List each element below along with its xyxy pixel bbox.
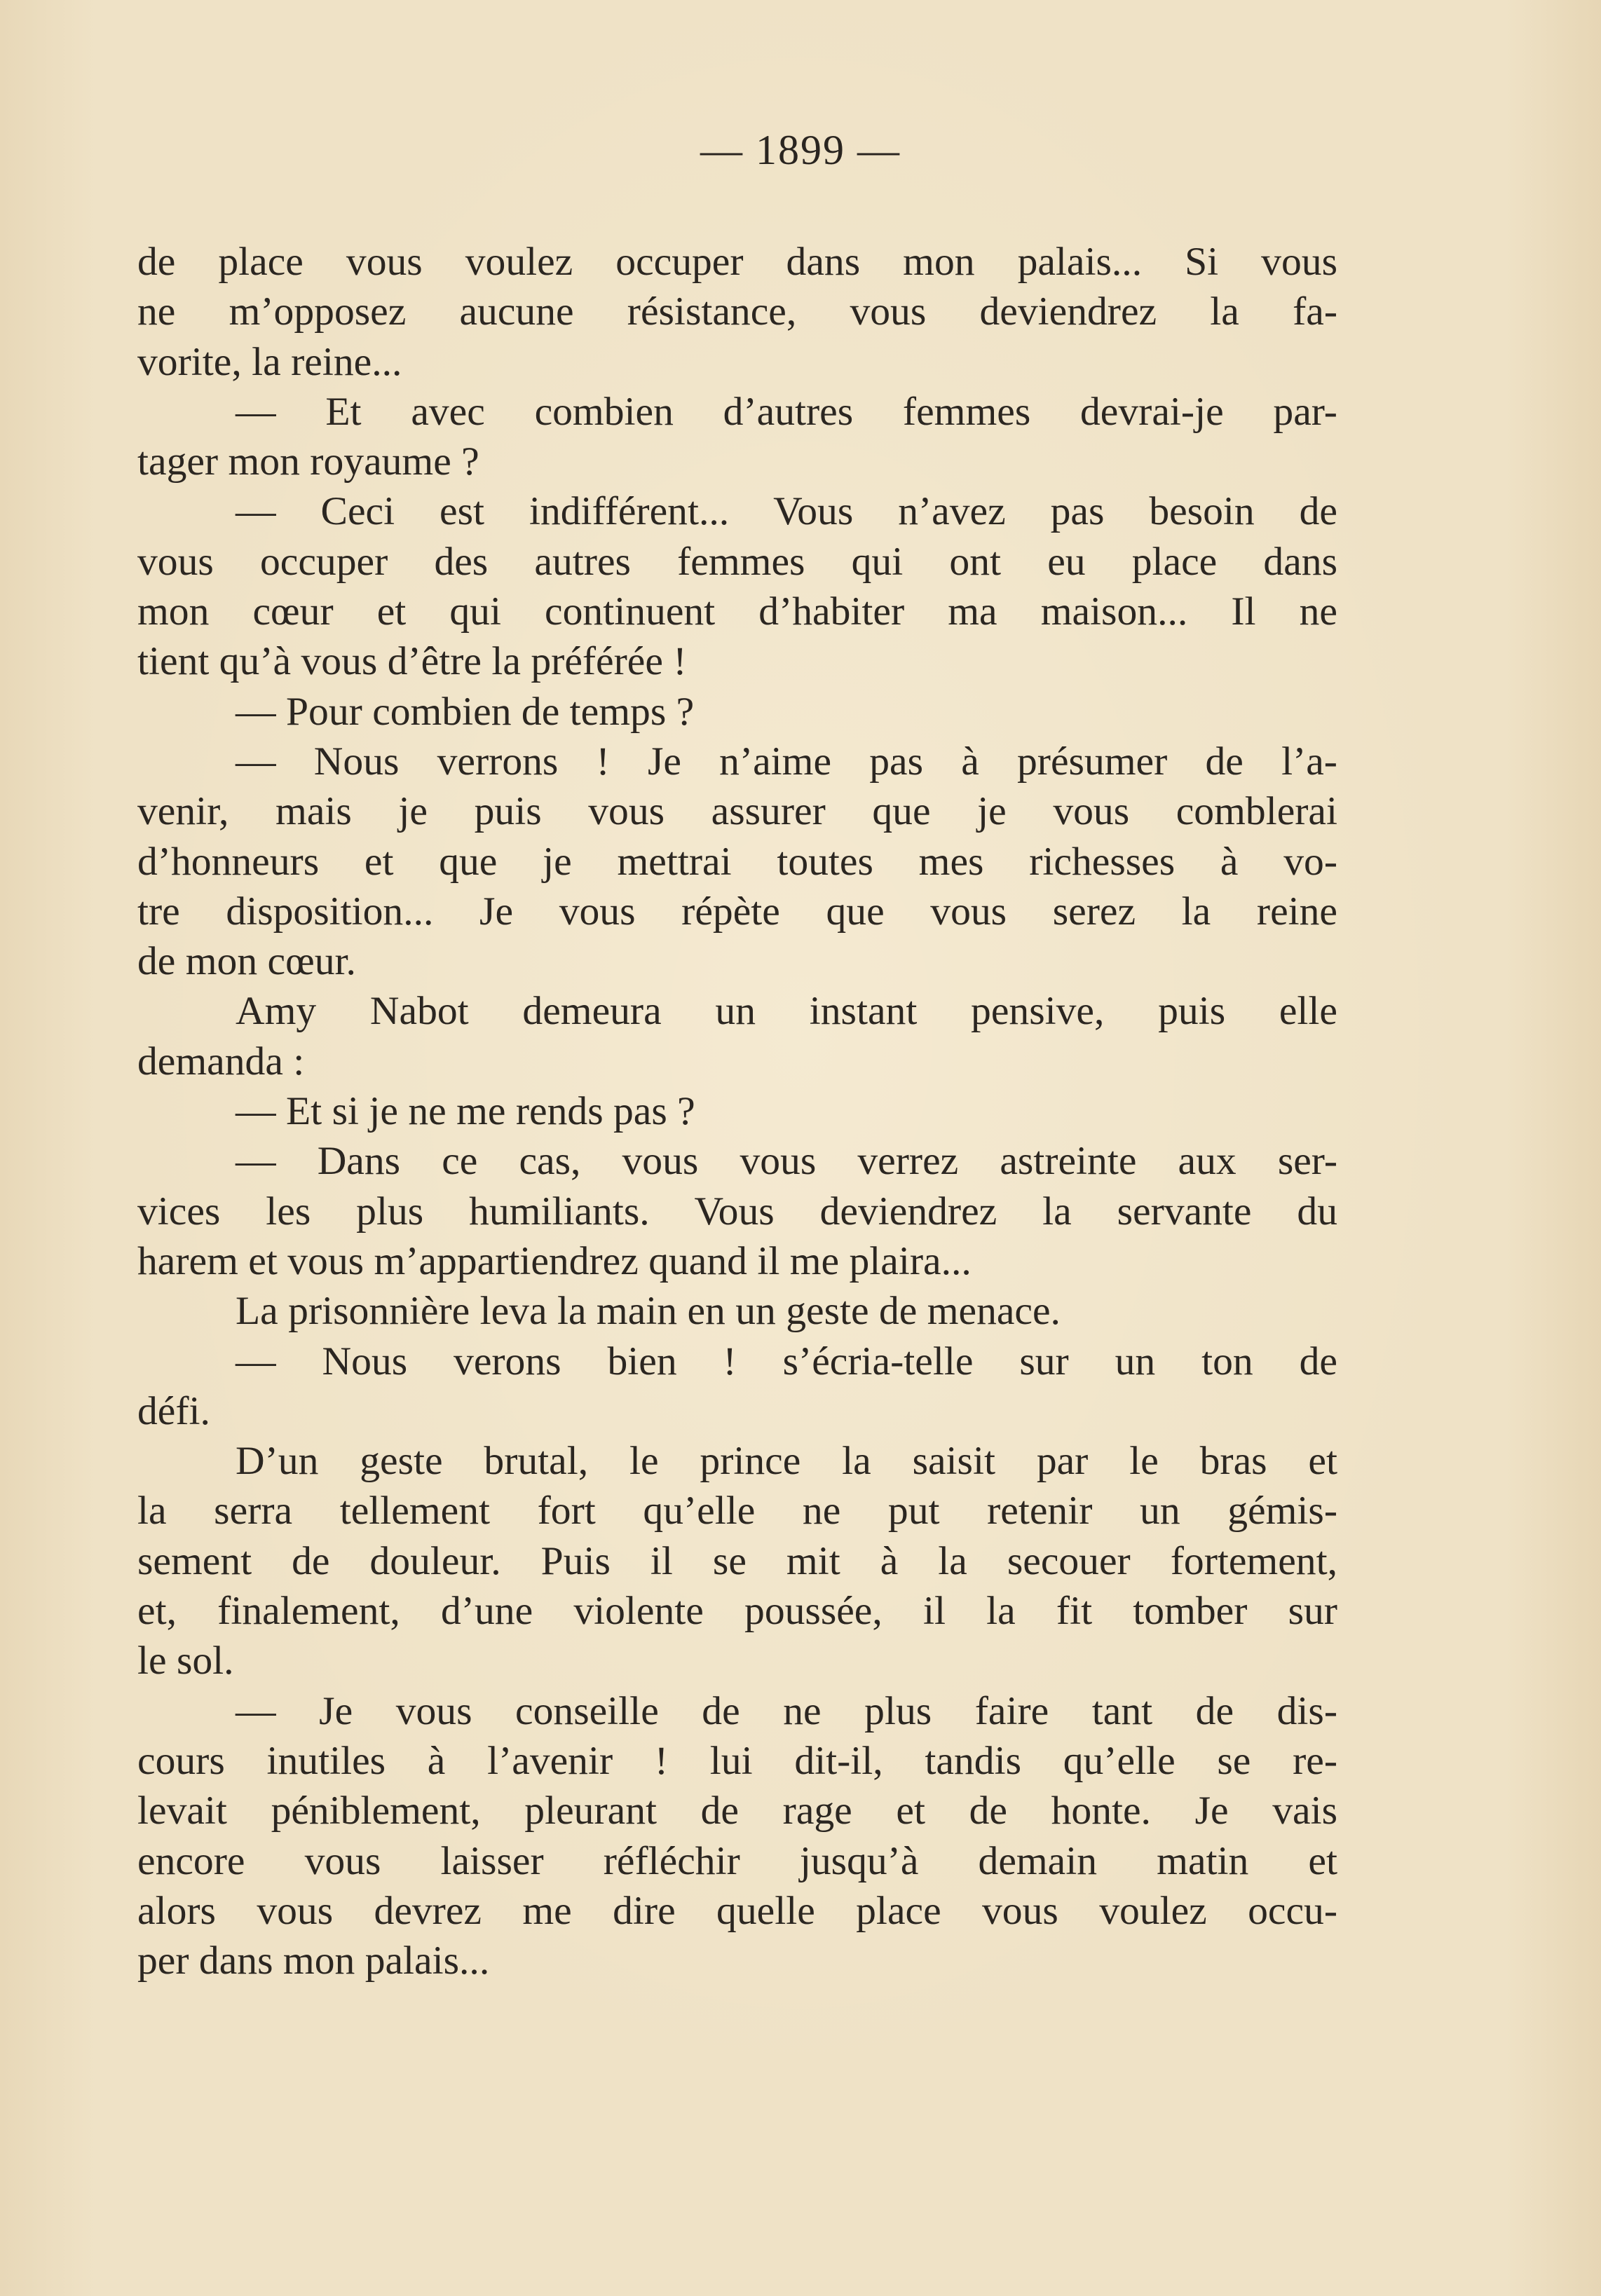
text-line: La prisonnière leva la main en un geste de menace. (236, 1289, 1061, 1334)
text-line: levait péniblement, pleurant de rage et de honte. Je vais (137, 1789, 1337, 1833)
text-line: — Pour combien de temps ? (236, 689, 695, 734)
text-line: encore vous laisser réfléchir jusqu’à demain matin et (137, 1838, 1337, 1883)
text-line: ne m’opposez aucune résistance, vous deviendrez la fa- (137, 289, 1337, 334)
text-line: tient qu’à vous d’être la préférée ! (137, 639, 687, 684)
text-line: tager mon royaume ? (137, 439, 479, 484)
text-line: le sol. (137, 1639, 234, 1683)
text-line: — Et avec combien d’autres femmes devrai-je par- (236, 389, 1337, 434)
text-line: — Nous verons bien ! s’écria-telle sur un ton de (236, 1339, 1337, 1383)
text-line: — Et si je ne me rends pas ? (236, 1089, 695, 1134)
text-line: alors vous devrez me dire quelle place vous voulez occu- (137, 1888, 1337, 1933)
text-line: — Ceci est indifférent... Vous n’avez pas besoin de (236, 489, 1337, 534)
text-line: d’honneurs et que je mettrai toutes mes richesses à vo- (137, 839, 1337, 884)
text-line: — Je vous conseille de ne plus faire tant de dis- (236, 1688, 1337, 1733)
text-line: demanda : (137, 1039, 305, 1084)
text-line: vous occuper des autres femmes qui ont eu place dans (137, 539, 1337, 584)
text-line: — Nous verrons ! Je n’aime pas à présumer de l’a- (236, 739, 1337, 784)
text-line: tre disposition... Je vous répète que vous serez la reine (137, 889, 1337, 934)
body-text (137, 237, 1337, 1986)
text-line: Amy Nabot demeura un instant pensive, puis elle (236, 989, 1337, 1034)
text-line: et, finalement, d’une violente poussée, il la fit tomber sur (137, 1589, 1337, 1634)
text-line: défi. (137, 1388, 210, 1433)
page-number: — 1899 — (700, 127, 901, 173)
text-line: de place vous voulez occuper dans mon palais... Si vous (137, 240, 1337, 284)
text-line: venir, mais je puis vous assurer que je vous comblerai (137, 789, 1337, 834)
text-line: de mon cœur. (137, 939, 356, 984)
text-line: sement de douleur. Puis il se mit à la secouer fortement, (137, 1538, 1337, 1583)
text-line: D’un geste brutal, le prince la saisit par le bras et (236, 1439, 1337, 1484)
text-line: vices les plus humiliants. Vous deviendrez la servante du (137, 1189, 1337, 1234)
text-line: per dans mon palais... (137, 1939, 490, 1983)
text-line: la serra tellement fort qu’elle ne put retenir un gémis- (137, 1489, 1337, 1533)
text-line: cours inutiles à l’avenir ! lui dit-il, tandis qu’elle se re- (137, 1738, 1337, 1783)
text-line: mon cœur et qui continuent d’habiter ma maison... Il ne (137, 589, 1337, 634)
text-line: — Dans ce cas, vous vous verrez astreinte aux ser- (236, 1139, 1337, 1184)
text-line: vorite, la reine... (137, 339, 402, 384)
text-line: harem et vous m’appartiendrez quand il me plaira... (137, 1238, 972, 1283)
